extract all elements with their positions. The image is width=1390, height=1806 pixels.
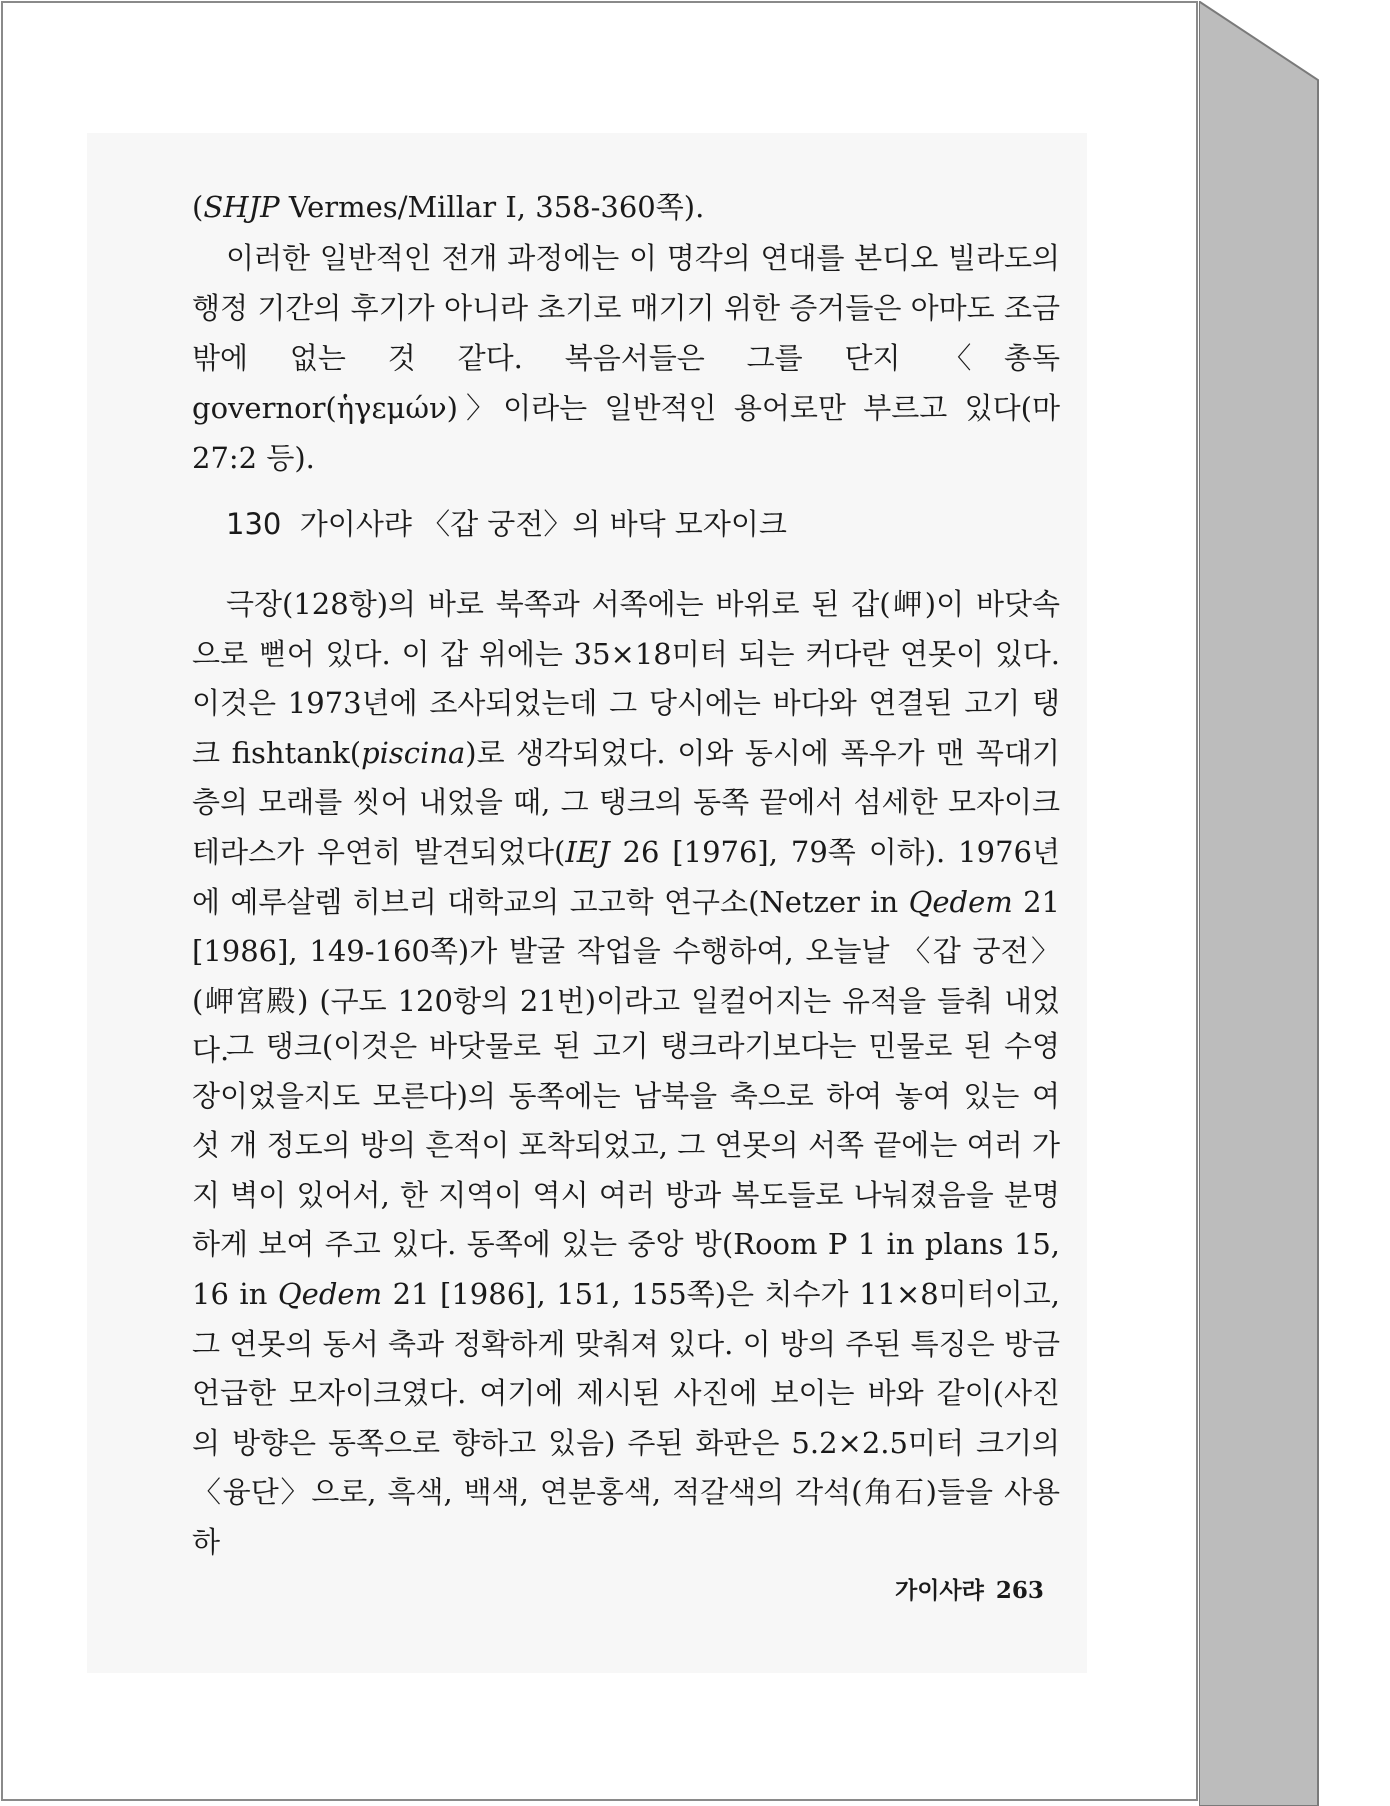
citation-title: SHJP	[203, 190, 280, 224]
book-spine-edge	[1199, 0, 1319, 1806]
paragraph-mosaic-room: 그 탱크(이것은 바닷물로 된 고기 탱크라기보다는 민물로 된 수영장이었을지도 모른다)의 동쪽에는 남북을 축으로 하여 놓여 있는 여섯 개 정도의 방의 흔적이 포착되었고, 그 연못의 서쪽 끝에는 여러 가지 벽이 있어서, 한 지역이 역시 여러 방과 복도들로 나눠졌음을 분명하게 보여 주고 있다. 동쪽에 있는 중앙 방(Room P 1 in plans 15, 16 in Qedem 21 [1986], 151, 155쪽)은 치수가 11×8미터이고, 그 연못의 동서 축과 정확하게 맞춰져 있다. 이 방의 주된 특징은 방금 언급한 모자이크였다. 여기에 제시된 사진에 보이는 바와 같이(사진의 방향은 동쪽으로 향하고 있음) 주된 화판은 5.2×2.5미터 크기의 〈융단〉으로, 흑색, 백색, 연분홍색, 적갈색의 각석(角石)들을 사용하	[192, 1029, 1060, 1559]
section-number: 130	[226, 507, 282, 541]
page-number: 263	[995, 1577, 1044, 1604]
paragraph-promontory-palace: 극장(128항)의 바로 북쪽과 서쪽에는 바위로 된 갑(岬)이 바닷속으로 뻗어 있다. 이 갑 위에는 35×18미터 되는 커다란 연못이 있다. 이것은 1973년에 조사되었는데 그 당시에는 바다와 연결된 고기 탱크 fishtank(piscina)로 생각되었다. 이와 동시에 폭우가 맨 꼭대기 층의 모래를 씻어 내었을 때, 그 탱크의 동쪽 끝에서 섬세한 모자이크 테라스가 우연히 발견되었다(IEJ 26 [1976], 79쪽 이하). 1976년에 예루살렘 히브리 대학교의 고고학 연구소(Netzer in Qedem 21 [1986], 149-160쪽)가 발굴 작업을 수행하여, 오늘날 〈갑 궁전〉(岬宮殿) (구도 120항의 21번)이라고 일컬어지는 유적을 들춰 내었다.	[192, 587, 1060, 1068]
running-head: 가이사랴	[895, 1578, 984, 1604]
paragraph-pilate-inscription: 이러한 일반적인 전개 과정에는 이 명각의 연대를 본디오 빌라도의 행정 기간의 후기가 아니라 초기로 매기기 위한 증거들은 아마도 조금밖에 없는 것 같다. 복음서들은 그를 단지 〈총독 governor(ἡγεμών)〉이라는 일반적인 용어로만 부르고 있다(마 27:2 등).	[192, 241, 1060, 475]
section-title: 가이사랴 〈갑 궁전〉의 바닥 모자이크	[299, 507, 787, 541]
page-footer	[895, 1572, 1044, 1605]
paragraph-citation: (SHJP Vermes/Millar I, 358-360쪽).	[192, 190, 705, 224]
section-heading	[226, 502, 787, 543]
